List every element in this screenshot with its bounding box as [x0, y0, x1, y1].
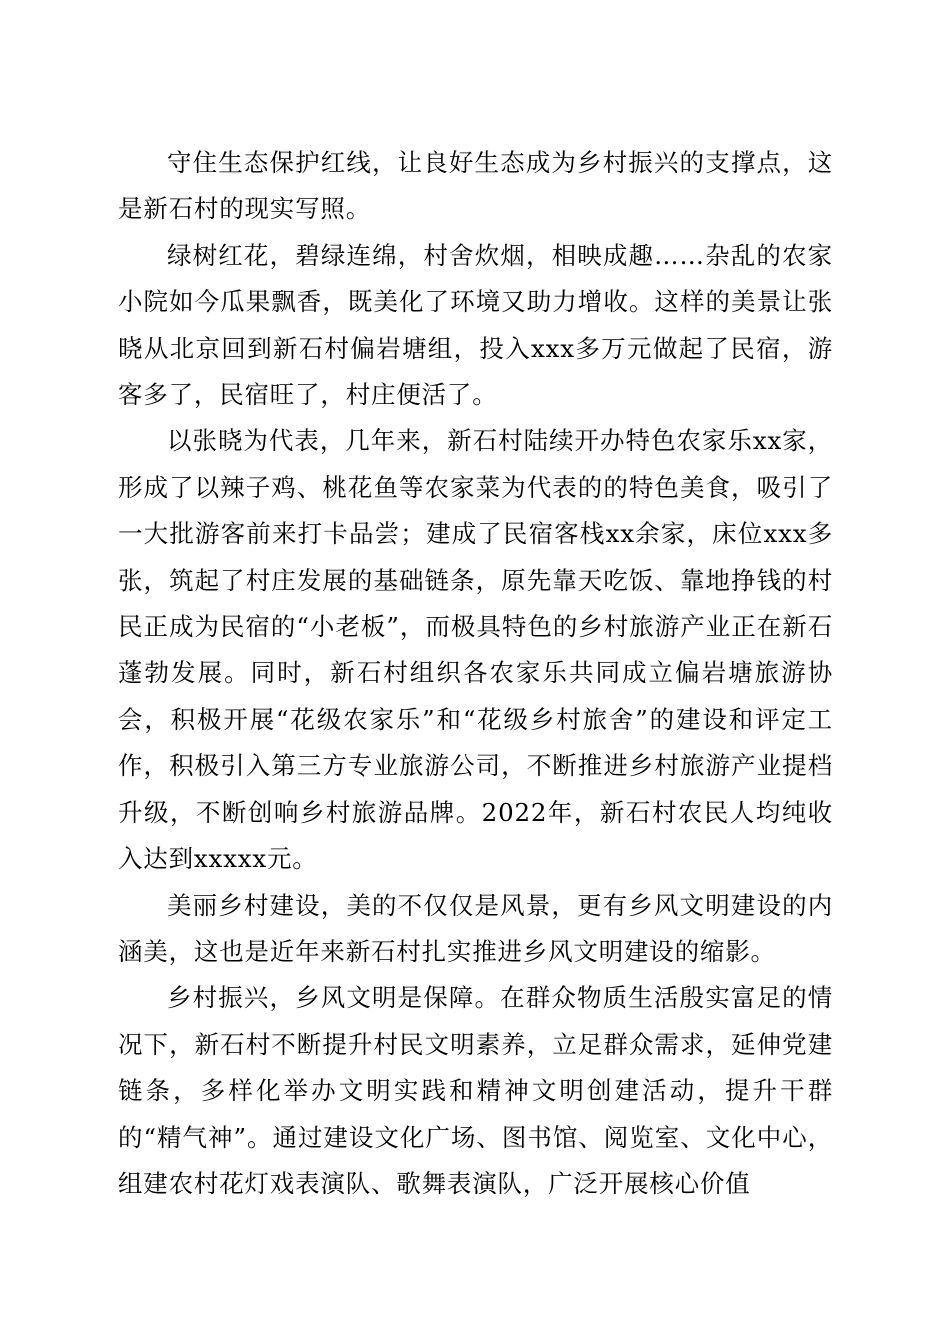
paragraph-rural-civilization-beauty: 美丽乡村建设，美的不仅仅是风景，更有乡风文明建设的内涵美，这也是近年来新石村扎实推进乡风文明建设的缩影。 — [118, 890, 833, 966]
paragraph-homestay-scenery: 绿树红花，碧绿连绵，村舍炊烟，相映成趣……杂乱的农家小院如今瓜果飘香，既美化了环境又助力增收。这样的美景让张晓从北京回到新石村偏岩塘组，投入xxx多万元做起了民宿，游客多了，民宿旺了，村庄便活了。 — [118, 240, 833, 410]
document-body — [118, 140, 833, 1207]
paragraph-civilization-guarantee: 乡村振兴，乡风文明是保障。在群众物质生活殷实富足的情况下，新石村不断提升村民文明素养，立足群众需求，延伸党建链条，多样化举办文明实践和精神文明创建活动，提升干群的“精气神”。通过建设文化广场、图书馆、阅览室、文化中心，组建农村花灯戏表演队、歌舞表演队，广泛开展核心价值 — [118, 983, 833, 1198]
paragraph-ecology-redline: 守住生态保护红线，让良好生态成为乡村振兴的支撑点，这是新石村的现实写照。 — [118, 148, 833, 224]
paragraph-rural-tourism: 以张晓为代表，几年来，新石村陆续开办特色农家乐xx家，形成了以辣子鸡、桃花鱼等农家菜为代表的的特色美食，吸引了一大批游客前来打卡品尝；建成了民宿客栈xx余家，床位xxx多张，筑起了村庄发展的基础链条，原先靠天吃饭、靠地挣钱的村民正成为民宿的“小老板”，而极具特色的乡村旅游产业正在新石蓬勃发展。同时，新石村组织各农家乐共同成立偏岩塘旅游协会，积极开展“花级农家乐”和“花级乡村旅舍”的建设和评定工作，积极引入第三方专业旅游公司，不断推进乡村旅游产业提档升级，不断创响乡村旅游品牌。2022年，新石村农民人均纯收入达到xxxxx元。 — [118, 426, 833, 874]
